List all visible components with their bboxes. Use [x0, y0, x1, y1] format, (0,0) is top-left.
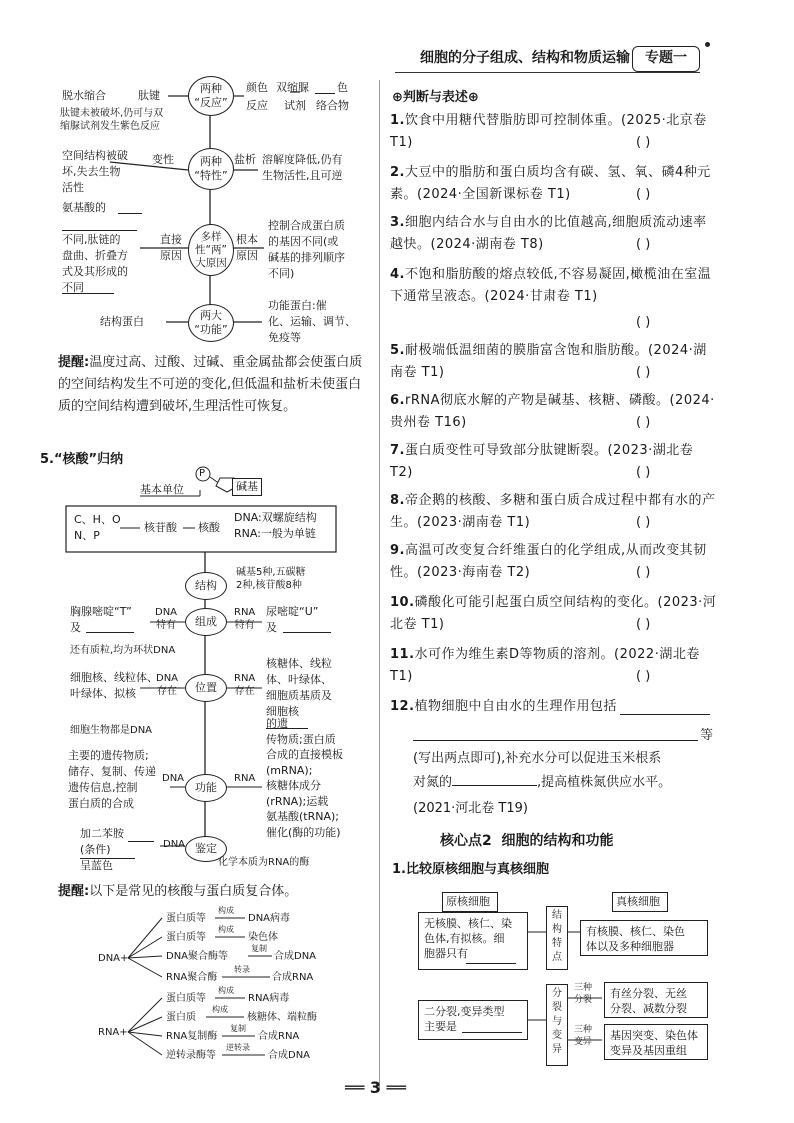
- judge-text-4: 不饱和脂肪酸的熔点较低,不容易凝固,橄榄油在室温下通常呈液态。(2024·甘肃卷 T1): [390, 267, 712, 304]
- box-yuanhe: 原核细胞: [442, 892, 498, 912]
- judge-text-8: 帝企鹅的核酸、多糖和蛋白质合成过程中都有水的产生。(2023·湖南卷 T1): [390, 493, 716, 530]
- nucleic-jianding-left: 加二苯胺 (条件) 呈蓝色: [80, 827, 124, 872]
- q12-line3: [413, 772, 671, 794]
- answer-paren-7[interactable]: ( ): [636, 465, 651, 480]
- nucleic-zucheng-left: 胸腺嘧啶“T” 及: [70, 605, 132, 634]
- judge-item-2: [390, 162, 720, 206]
- blank-struct: [62, 293, 114, 294]
- nucleic-hegansuan: 核苷酸: [144, 521, 177, 534]
- texing-left: 空间结构被破 坏,失去生物 活性: [62, 149, 128, 194]
- judge-text-10: 磷酸化可能引起蛋白质空间结构的变化。(2023·河北卷 T1): [390, 595, 717, 632]
- q12-blank-1[interactable]: [620, 714, 710, 715]
- oval-gongneng: [188, 304, 234, 342]
- dna-row-3-a: RNA聚合酶: [166, 972, 218, 983]
- blank-zucheng-left: [86, 632, 134, 633]
- judge-text-2: 大豆中的脂肪和蛋白质均含有碳、氢、氧、磷4种元素。(2024·全国新课标卷 T1): [390, 165, 711, 202]
- blank-organelle[interactable]: [466, 963, 516, 964]
- gongneng-left: 结构蛋白: [100, 315, 144, 328]
- oval-gongneng-n-text: 功能: [195, 781, 217, 794]
- box-fenlie-bianyi: 分 裂 与 变 异: [546, 984, 568, 1066]
- rna-row-3-a: 逆转录酶等: [166, 1050, 216, 1061]
- answer-paren-6[interactable]: ( ): [636, 415, 651, 430]
- fanying-left-note: 肽键未被破坏,仍可与双 缩脲试剂发生紫色反应: [60, 108, 164, 132]
- oval-duoyang: [188, 224, 234, 276]
- judge-num-5: 5.: [390, 343, 405, 358]
- nucleic-elements: C、H、O N、P: [74, 513, 121, 542]
- judge-num-9: 9.: [390, 543, 405, 558]
- answer-paren-3[interactable]: ( ): [636, 237, 651, 252]
- box-yuanhe-struct: 无核膜、核仁、染 色体,有拟核。细 胞器只有: [418, 912, 528, 970]
- oval-texing-text: 两种 “特性”: [194, 155, 228, 182]
- box-zhenhe: 真核细胞: [612, 892, 668, 912]
- nucleic-gongneng-right: 的遗 传物质;蛋白质 合成的直接模板 (mRNA); 核糖体成分 (rRNA);运载 氨基酸(tRNA); 催化(酶的功能): [266, 717, 343, 839]
- judge-title-icon-left: ⊕: [392, 90, 403, 105]
- nucleic-dna-rna: DNA:双螺旋结构 RNA:一般为单链: [234, 511, 317, 540]
- protein-tip-label: 提醒:: [58, 355, 90, 370]
- protein-tip: [58, 352, 368, 418]
- texing-bianxing: 变性: [152, 153, 174, 166]
- judge-num-4: 4.: [390, 267, 405, 282]
- judge-num-1: 1.: [390, 113, 405, 128]
- judge-num-8: 8.: [390, 493, 405, 508]
- judge-num-10: 10.: [390, 595, 415, 610]
- judge-item-5: [390, 340, 720, 384]
- box-yuanhe-fenlie: 二分裂,变异类型 主要是: [418, 1000, 528, 1040]
- judge-num-6: 6.: [390, 393, 405, 408]
- nucleic-jianji: 碱基: [232, 478, 262, 496]
- fanying-left2: 肽键: [138, 89, 160, 102]
- protein-tip-text: 温度过高、过酸、过碱、重金属盐都会使蛋白质的空间结构发生不可逆的变化,但低温和盐析未使蛋白质的空间结构遭到破坏,生理活性可恢复。: [58, 355, 363, 414]
- q12-line4: (2021·河北卷 T19): [413, 801, 528, 816]
- rna-row-1-b: 核糖体、端粒酶: [247, 1012, 317, 1023]
- fanying-right4: 色: [337, 81, 348, 94]
- fanying-left1: 脱水缩合: [62, 89, 106, 102]
- answer-paren-5[interactable]: ( ): [636, 365, 651, 380]
- header-rule: [395, 72, 700, 73]
- judge-item-7: [390, 440, 720, 484]
- judge-title-icon-right: ⊕: [467, 90, 479, 105]
- rna-row-0-b: RNA病毒: [248, 993, 290, 1004]
- fanying-right3: 双缩脲: [276, 81, 309, 94]
- q12-line3b: ,提高植株氮供应水平。: [537, 775, 672, 790]
- judge-item-6: [390, 390, 720, 434]
- nucleic-weizhi-left: 细胞核、线粒体、 叶绿体、拟核: [70, 671, 158, 700]
- answer-paren-9[interactable]: ( ): [636, 565, 651, 580]
- blank-jianding-a: [128, 841, 154, 842]
- blank-aa: [118, 213, 142, 214]
- q12-deng: 等: [700, 728, 714, 743]
- rna-row-2-b: 合成RNA: [258, 1031, 300, 1042]
- nucleic-jianding-dna: DNA: [163, 839, 186, 850]
- judge-item-10: [390, 592, 720, 636]
- rna-row-3-b: 合成DNA: [268, 1050, 311, 1061]
- oval-jianding-text: 鉴定: [195, 842, 217, 855]
- page-number-text: 3: [369, 1078, 381, 1097]
- page-number: [345, 1078, 406, 1097]
- nucleic-weizhi-dna: DNA 存在: [156, 673, 179, 697]
- label-sanzhong-fenlie: 三种 分裂: [574, 983, 593, 1005]
- texing-right: 溶解度降低,仍有 生物活性,且可逆: [262, 153, 343, 182]
- blank-color: [315, 93, 335, 94]
- judge-num-11: 11.: [390, 647, 415, 662]
- blank-variation[interactable]: [462, 1032, 522, 1033]
- core-sub: 1.比较原核细胞与真核细胞: [392, 862, 549, 877]
- dna-row-1-a: 蛋白质等: [166, 932, 206, 943]
- blank-zucheng-right: [283, 632, 331, 633]
- oval-fanying: [188, 76, 234, 116]
- answer-paren-1[interactable]: ( ): [636, 135, 651, 150]
- judge-text-9: 高温可改变复合纤维蛋白的化学组成,从而改变其韧性。(2023·海南卷 T2): [390, 543, 707, 580]
- rna-row-0-verb: 构成: [218, 986, 234, 995]
- nucleic-title: 5.“核酸”归纳: [40, 452, 124, 467]
- judge-num-2: 2.: [390, 165, 405, 180]
- judge-num-3: 3.: [390, 215, 405, 230]
- judge-num-12: 12.: [390, 699, 415, 714]
- judge-text-7: 蛋白质变性可导致部分肽键断裂。(2023·湖北卷 T2): [390, 443, 694, 480]
- judge-item-3: [390, 212, 720, 256]
- blank-jianding-b: [80, 858, 135, 859]
- oval-weizhi-text: 位置: [195, 681, 217, 694]
- duoyang-zhijie: 直接 原因: [160, 233, 182, 262]
- nucleic-gongneng-rna: RNA: [234, 773, 256, 784]
- dna-row-2-a: DNA聚合酶等: [166, 951, 229, 962]
- judge-item-8: [390, 490, 720, 534]
- fanying-right2: 反应: [246, 99, 268, 112]
- box-jiegou-tedian: 结 构 特 点: [546, 906, 568, 970]
- nucleic-jiben: 基本单位: [140, 483, 184, 496]
- complex-diagram-lines: [0, 900, 380, 1070]
- dna-row-3-verb: 转录: [234, 965, 250, 974]
- nucleic-tip: [58, 882, 297, 902]
- oval-fanying-text: 两种 “反应”: [194, 82, 228, 109]
- rna-row-1-verb: 构成: [212, 1005, 228, 1014]
- dna-row-0-verb: 构成: [218, 906, 234, 915]
- judge-text-5: 耐极端低温细菌的膜脂富含饱和脂肪酸。(2024·湖南卷 T1): [390, 343, 707, 380]
- rna-row-2-a: RNA复制酶: [166, 1031, 218, 1042]
- q12-line2: (写出两点即可),补充水分可以促进玉米根系: [413, 751, 662, 766]
- dna-complex-root: DNA+: [98, 953, 129, 964]
- oval-texing: [188, 148, 234, 190]
- judge-title-text: 判断与表述: [402, 90, 468, 105]
- oval-zucheng: [185, 608, 227, 636]
- oval-jiegou-text: 结构: [195, 579, 217, 592]
- oval-jiegou: [185, 572, 227, 600]
- answer-paren-10[interactable]: ( ): [636, 617, 651, 632]
- nucleic-gongneng-left: 主要的遗传物质; 储存、复制、传递 遗传信息,控制 蛋白质的合成: [68, 749, 156, 810]
- page-number-deco-left: ══: [345, 1078, 370, 1097]
- judge-text-12: 植物细胞中自由水的生理作用包括: [414, 699, 618, 714]
- rna-row-0-a: 蛋白质等: [166, 993, 206, 1004]
- q12-line3a: 对氮的: [413, 775, 453, 790]
- box-zhenhe-struct: 有核膜、核仁、染色 体以及多种细胞器: [580, 920, 708, 956]
- rna-row-1-a: 蛋白质: [166, 1012, 196, 1023]
- judge-num-7: 7.: [390, 443, 405, 458]
- texing-yanxi: 盐析: [234, 153, 256, 166]
- rna-row-2-verb: 复制: [230, 1024, 246, 1033]
- dna-row-0-a: 蛋白质等: [166, 913, 206, 924]
- answer-paren-8[interactable]: ( ): [636, 515, 651, 530]
- header-tag: 专题一: [632, 46, 700, 72]
- nucleic-tip-text: 以下是常见的核酸与蛋白质复合体。: [89, 884, 298, 899]
- nucleic-weizhi-right: 核糖体、线粒 体、叶绿体、 细胞质基质及 细胞核: [266, 657, 332, 718]
- judge-item-4: [390, 264, 720, 308]
- q12-blank-2[interactable]: [413, 740, 698, 741]
- core-title: 核心点2 细胞的结构和功能: [440, 833, 614, 849]
- dna-row-2-verb: 复制: [251, 944, 267, 953]
- duoyang-left: 氨基酸的 不同,肽链的 盘曲、折叠方 式及其形成的 不同: [62, 201, 128, 294]
- fanying-right1: 颜色: [246, 81, 268, 94]
- nucleic-hesuan: 核酸: [198, 521, 220, 534]
- rna-complex-root: RNA+: [98, 1027, 128, 1038]
- answer-paren-4[interactable]: ( ): [636, 315, 651, 330]
- answer-paren-11[interactable]: ( ): [636, 669, 651, 684]
- judge-item-1: [390, 110, 720, 154]
- box-zhenhe-bianyi: 基因突变、染色体 变异及基因重组: [604, 1024, 708, 1060]
- nucleic-zucheng-right: 尿嘧啶“U” 及: [266, 605, 319, 634]
- box-zhenhe-fenlie: 有丝分裂、无丝 分裂、减数分裂: [604, 982, 708, 1018]
- dna-row-1-verb: 构成: [218, 925, 234, 934]
- answer-paren-2[interactable]: ( ): [636, 187, 651, 202]
- fanying-right5: 试剂: [284, 99, 306, 112]
- dna-row-1-b: 染色体: [248, 932, 278, 943]
- judge-item-11: [390, 644, 720, 688]
- judge-text-1: 饮食中用糖代替脂肪即可控制体重。(2025·北京卷 T1): [390, 113, 707, 150]
- judge-text-6: rRNA彻底水解的产物是碱基、核糖、磷酸。(2024·贵州卷 T16): [390, 393, 715, 430]
- dna-row-3-b: 合成RNA: [272, 972, 314, 983]
- rna-row-3-verb: 逆转录: [226, 1043, 250, 1052]
- oval-zucheng-text: 组成: [195, 615, 217, 628]
- duoyang-genben: 根本 原因: [236, 233, 258, 262]
- oval-gongneng-n: [185, 774, 227, 802]
- nucleic-weizhi-note: 还有质粒,均为环状DNA: [70, 645, 176, 656]
- nucleic-p: P: [199, 468, 206, 479]
- nucleic-jiegou-note: 碱基5种,五碳糖 2种,核苷酸8种: [236, 567, 306, 591]
- judge-text-3: 细胞内结合水与自由水的比值越高,细胞质流动速率越快。(2024·湖南卷 T8): [390, 215, 707, 252]
- nucleic-gongneng-dna: DNA: [162, 773, 185, 784]
- q12-blank-3[interactable]: [452, 785, 537, 786]
- header-dot: [705, 42, 710, 47]
- duoyang-right: 控制合成蛋白质 的基因不同(或 碱基的排列顺序 不同): [268, 219, 345, 280]
- gongneng-right: 功能蛋白:催 化、运输、调节、 免疫等: [268, 299, 356, 344]
- nucleic-tip-label: 提醒:: [58, 884, 90, 899]
- judge-item-9: [390, 540, 720, 584]
- header-title: 细胞的分子组成、结构和物质运输: [420, 50, 630, 66]
- nucleic-gongneng-note: 细胞生物都是DNA: [70, 725, 153, 736]
- dna-row-2-b: 合成DNA: [274, 951, 317, 962]
- nucleic-zucheng-dna: DNA 特有: [155, 607, 178, 631]
- nucleic-zucheng-rna: RNA 特有: [234, 607, 256, 631]
- oval-weizhi: [185, 674, 227, 702]
- oval-duoyang-text: 多样 性“两” 大原因: [195, 230, 227, 269]
- fanying-right6: 络合物: [316, 99, 349, 112]
- oval-gongneng-text: 两大 “功能”: [194, 309, 228, 336]
- nucleic-weizhi-rna: RNA 存在: [234, 673, 256, 697]
- judge-text-11: 水可作为维生素D等物质的溶剂。(2022·湖北卷 T1): [390, 647, 700, 684]
- judge-title: [392, 86, 479, 105]
- label-sanzhong-bianyi: 三种 变异: [574, 1025, 593, 1047]
- page-number-deco-right: ══: [380, 1078, 406, 1097]
- blank-aa2: [62, 230, 137, 231]
- nucleic-jianding-note: 化学本质为RNA的酶: [218, 857, 310, 868]
- dna-row-0-b: DNA病毒: [248, 913, 291, 924]
